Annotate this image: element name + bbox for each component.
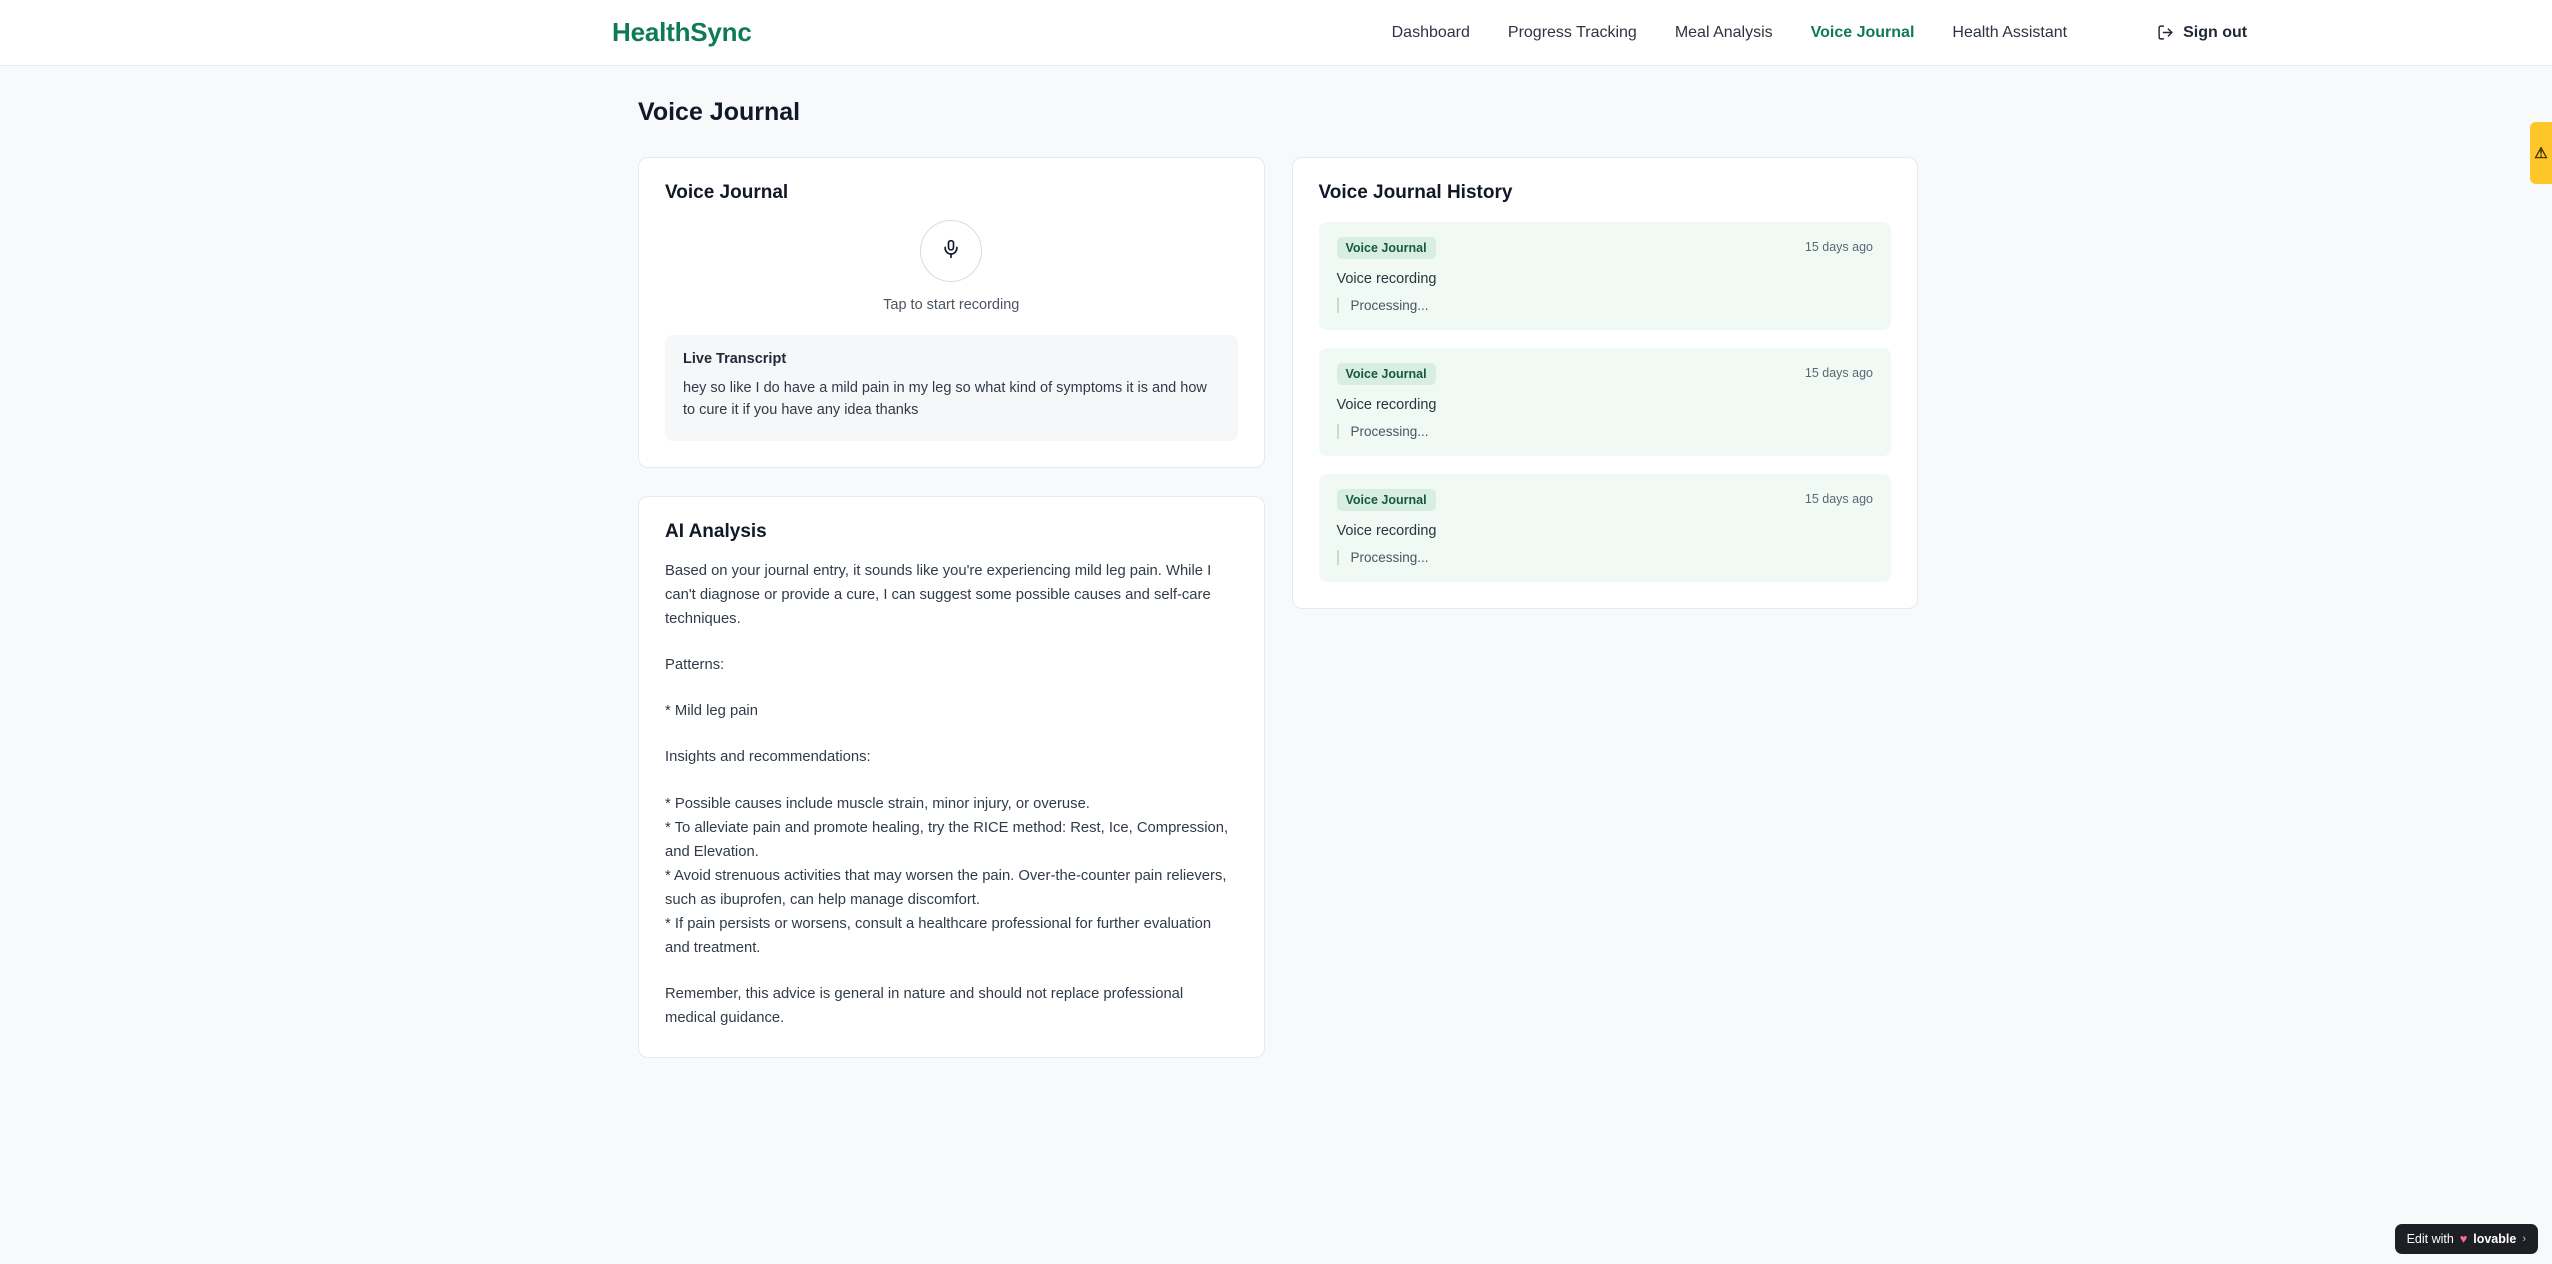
live-transcript-text: hey so like I do have a mild pain in my leg so what kind of symptoms it is and how to cure it if you have any idea thanks xyxy=(683,380,1207,419)
history-item-time: 15 days ago xyxy=(1804,492,1873,506)
list-item[interactable] xyxy=(1319,348,1892,456)
history-item-header xyxy=(1337,237,1874,259)
voice-journal-history-card xyxy=(1292,157,1919,609)
nav-links xyxy=(1392,24,2248,42)
ai-analysis-intro: Based on your journal entry, it sounds like you're experiencing mild leg pain. While I can't diagnose or provide a cure, I can suggest some possible causes and self-care techniques. xyxy=(665,562,1212,628)
history-list xyxy=(1319,222,1892,582)
live-transcript-label: Live Transcript xyxy=(683,351,787,367)
history-item-note: Processing... xyxy=(1337,424,1874,439)
recorder-area xyxy=(665,220,1238,313)
recorder-card-title: Voice Journal xyxy=(665,182,789,203)
list-item: * Mild leg pain xyxy=(665,703,758,720)
list-item: * To alleviate pain and promote healing, try the RICE method: Rest, Ice, Compression, and Elevation. xyxy=(665,819,1229,860)
list-item[interactable] xyxy=(1319,474,1892,582)
heart-icon: ♥ xyxy=(2459,1232,2468,1246)
ai-analysis-insights-list xyxy=(665,792,1238,961)
page-content xyxy=(638,157,1918,1058)
list-item: * If pain persists or worsens, consult a healthcare professional for further evaluation and treatment. xyxy=(665,916,1212,957)
chevron-right-icon: › xyxy=(2522,1233,2526,1245)
nav-item-meal-analysis[interactable]: Meal Analysis xyxy=(1674,23,1773,41)
history-item-note: Processing... xyxy=(1337,550,1874,565)
nav-item-dashboard[interactable]: Dashboard xyxy=(1391,23,1470,41)
brand-logo[interactable]: HealthSync xyxy=(612,17,752,47)
nav-item-voice-journal[interactable]: Voice Journal xyxy=(1810,23,1915,41)
right-column xyxy=(1292,157,1919,1058)
feedback-edge-tab[interactable] xyxy=(2530,122,2552,184)
history-card-title: Voice Journal History xyxy=(1318,182,1513,203)
sign-out-icon xyxy=(2157,24,2174,41)
edit-with-lovable-badge[interactable] xyxy=(2395,1224,2538,1254)
ai-analysis-insights-heading: Insights and recommendations: xyxy=(665,749,871,766)
top-navbar xyxy=(0,0,2552,66)
history-item-label: Voice recording xyxy=(1336,397,1437,413)
ai-analysis-title: AI Analysis xyxy=(665,520,767,542)
sign-out-label: Sign out xyxy=(2183,23,2248,41)
history-item-label: Voice recording xyxy=(1336,523,1437,539)
recorder-hint: Tap to start recording xyxy=(883,297,1020,313)
nav-item-health-assistant[interactable]: Health Assistant xyxy=(1952,23,2068,41)
history-item-header xyxy=(1337,363,1874,385)
history-item-time: 15 days ago xyxy=(1804,366,1873,380)
microphone-record-button[interactable] xyxy=(920,220,982,282)
history-item-header xyxy=(1337,489,1874,511)
list-item: * Avoid strenuous activities that may worsen the pain. Over-the-counter pain relievers, such as ibuprofen, can help manage discomfort. xyxy=(665,867,1227,909)
microphone-icon xyxy=(941,239,961,264)
left-column xyxy=(638,157,1265,1058)
ai-analysis-patterns-list xyxy=(665,699,1238,723)
lovable-name-label: lovable xyxy=(2473,1232,2517,1246)
status-badge: Voice Journal xyxy=(1337,237,1436,259)
list-item[interactable] xyxy=(1319,222,1892,330)
history-item-note: Processing... xyxy=(1337,298,1874,313)
sign-out-button[interactable] xyxy=(2157,24,2247,42)
page-title: Voice Journal xyxy=(638,98,801,126)
live-transcript-box xyxy=(665,335,1238,441)
list-item: * Possible causes include muscle strain, minor injury, or overuse. xyxy=(665,795,1090,812)
ai-analysis-card xyxy=(638,496,1265,1058)
ai-analysis-closing: Remember, this advice is general in nature and should not replace professional medical guidance. xyxy=(665,986,1184,1027)
status-badge: Voice Journal xyxy=(1337,489,1436,511)
nav-item-progress-tracking[interactable]: Progress Tracking xyxy=(1507,23,1637,41)
voice-journal-recorder-card xyxy=(638,157,1265,468)
history-item-time: 15 days ago xyxy=(1804,240,1873,254)
ai-analysis-patterns-heading: Patterns: xyxy=(665,657,725,674)
lovable-prefix-label: Edit with xyxy=(2406,1232,2454,1246)
status-badge: Voice Journal xyxy=(1337,363,1436,385)
history-item-label: Voice recording xyxy=(1336,271,1437,287)
warning-icon: ⚠ xyxy=(2534,145,2548,162)
